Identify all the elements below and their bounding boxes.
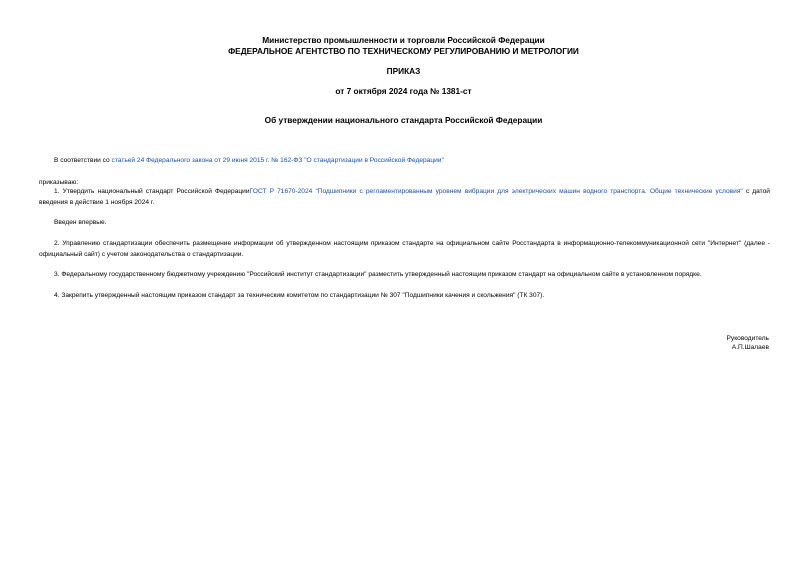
order-word: приказываю: (39, 179, 79, 186)
federal-law-link[interactable]: статьей 24 Федерального закона от 29 июня 2015 г. № 162-ФЗ "О стандартизации в Российской Федерации" (111, 157, 444, 164)
intro-paragraph (39, 155, 770, 166)
introduced-first-note: Введен впервые. (54, 219, 107, 226)
item-1-paragraph (39, 186, 770, 208)
ministry-name: Министерство промышленности и торговли Российской Федерации (262, 35, 545, 45)
item-4-paragraph: 4. Закрепить утвержденный настоящим приказом стандарт за техническим комитетом по стандартизации № 307 "Подшипники качения и скольжения" (ТК 307). (54, 292, 545, 299)
intro-prefix: В соответствии со (54, 157, 112, 164)
signature-title: Руководитель (726, 335, 769, 342)
item-3-paragraph: 3. Федеральному государственному бюджетному учреждению "Российский институт стандартизации" разместить утвержденный настоящим приказом стандарт на официальном сайте в установленном порядке. (54, 271, 702, 278)
document-date-number: от 7 октября 2024 года № 1381-ст (335, 86, 472, 96)
gost-standard-link[interactable]: ГОСТ Р 71670-2024 "Подшипники с регламентированным уровнем вибрации для электрических машин водного транспорта. Общие технические условия" (249, 188, 743, 195)
item-2-paragraph: 2. Управлению стандартизации обеспечить размещение информации об утвержденном настоящим приказом стандарте на официальном сайте Росстандарта в информационно-телекоммуникационной сети "Интернет" (далее - официальный сайт) с учетом законодательства о стандартизации. (39, 240, 770, 258)
document-subject: Об утверждении национального стандарта Российской Федерации (264, 115, 543, 125)
signature-name: А.П.Шалаев (731, 344, 769, 351)
item-1-prefix: 1. Утвердить национальный стандарт Российской Федерации (54, 188, 250, 195)
item-1-suffix: с датой введения в действие 1 ноября 2024 г. (39, 188, 770, 206)
agency-name: ФЕДЕРАЛЬНОЕ АГЕНТСТВО ПО ТЕХНИЧЕСКОМУ РЕГУЛИРОВАНИЮ И МЕТРОЛОГИИ (228, 46, 579, 56)
document-type: ПРИКАЗ (386, 66, 421, 76)
